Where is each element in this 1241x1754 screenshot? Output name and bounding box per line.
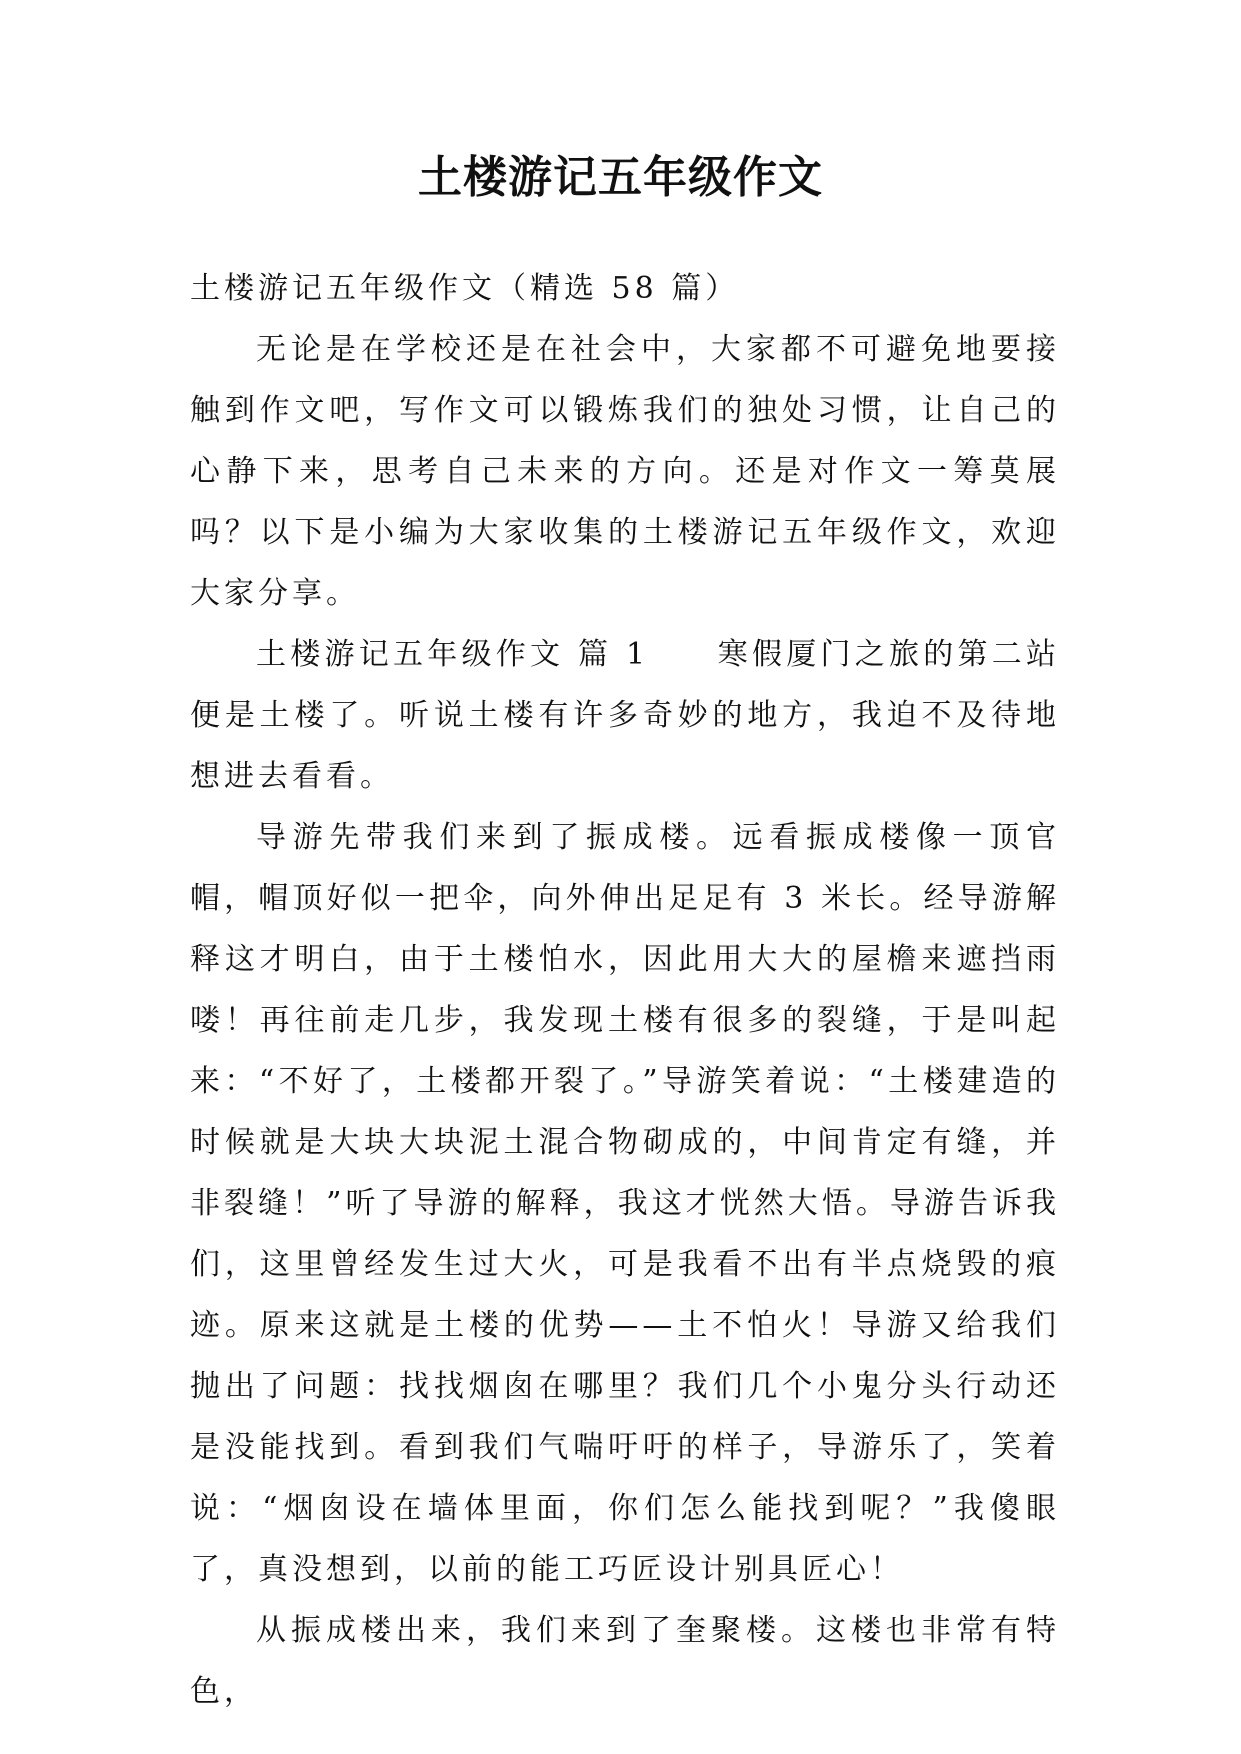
document-subtitle: 土楼游记五年级作文（精选 58 篇） xyxy=(190,271,740,306)
paragraph-section-1-opening: 土楼游记五年级作文 篇 1 寒假厦门之旅的第二站便是土楼了。听说土楼有许多奇妙的地方，我迫不及待地想进去看看。 xyxy=(190,637,1060,794)
document-body xyxy=(190,258,1060,1722)
paragraph-zhencheng-building: 导游先带我们来到了振成楼。远看振成楼像一顶官帽，帽顶好似一把伞，向外伸出足足有 3 米长。经导游解释这才明白，由于土楼怕水，因此用大大的屋檐来遮挡雨喽！再往前走几步，我发现土楼有很多的裂缝，于是叫起来：“不好了，土楼都开裂了。”导游笑着说：“土楼建造的时候就是大块大块泥土混合物砌成的，中间肯定有缝，并非裂缝！”听了导游的解释，我这才恍然大悟。导游告诉我们，这里曾经发生过大火，可是我看不出有半点烧毁的痕迹。原来这就是土楼的优势——土不怕火！导游又给我们抛出了问题：找找烟囱在哪里？我们几个小鬼分头行动还是没能找到。看到我们气喘吁吁的样子，导游乐了，笑着说：“烟囱设在墙体里面，你们怎么能找到呢？”我傻眼了，真没想到，以前的能工巧匠设计别具匠心！ xyxy=(190,820,1060,1587)
paragraph-intro: 无论是在学校还是在社会中，大家都不可避免地要接触到作文吧，写作文可以锻炼我们的独处习惯，让自己的心静下来，思考自己未来的方向。还是对作文一筹莫展吗？以下是小编为大家收集的土楼游记五年级作文，欢迎大家分享。 xyxy=(190,332,1060,611)
document-title: 土楼游记五年级作文 xyxy=(418,152,823,203)
paragraph-kuiju-building: 从振成楼出来，我们来到了奎聚楼。这楼也非常有特色， xyxy=(190,1613,1060,1709)
